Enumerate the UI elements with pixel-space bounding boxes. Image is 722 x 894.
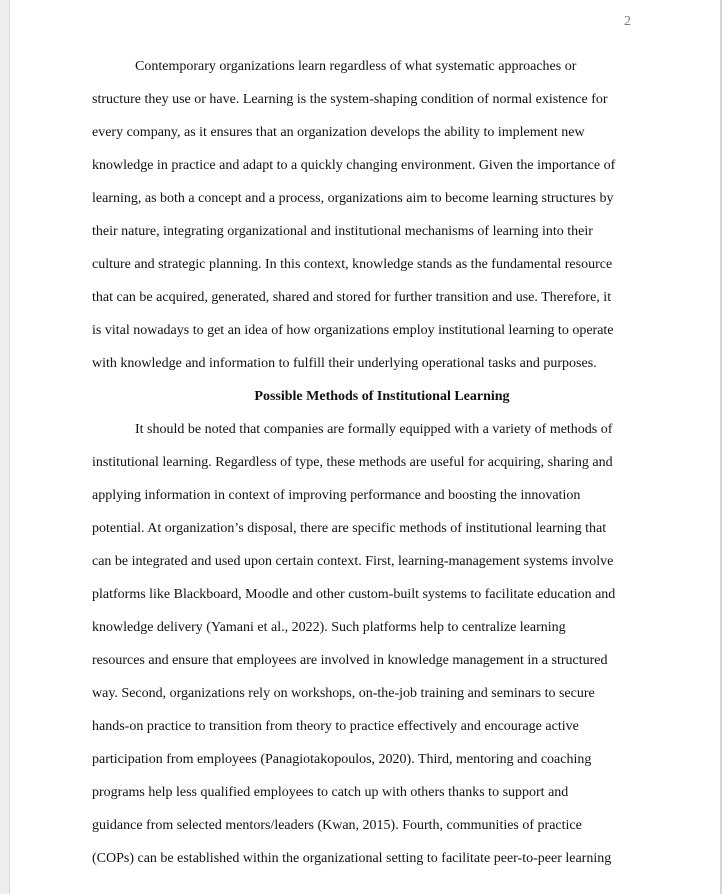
paragraph-line: hands-on practice to transition from theory to practice effectively and encourage active — [92, 719, 579, 734]
paragraph-line: with knowledge and information to fulfill their underlying operational tasks and purposes. — [92, 356, 597, 371]
paragraph-line: applying information in context of improving performance and boosting the innovation — [92, 488, 581, 503]
paragraph-line: knowledge delivery (Yamani et al., 2022). Such platforms help to centralize learning — [92, 620, 566, 635]
paragraph-line: can be integrated and used upon certain context. First, learning-management systems involve — [92, 554, 614, 569]
paragraph-line: learning, as both a concept and a process, organizations aim to become learning structures by — [92, 191, 614, 206]
paragraph-line: It should be noted that companies are formally equipped with a variety of methods of — [135, 422, 613, 437]
paragraph-line: institutional learning. Regardless of type, these methods are useful for acquiring, sharing and — [92, 455, 613, 470]
paragraph-line: guidance from selected mentors/leaders (Kwan, 2015). Fourth, communities of practice — [92, 818, 582, 833]
paragraph-line: way. Second, organizations rely on workshops, on-the-job training and seminars to secure — [92, 686, 595, 701]
paragraph-line: every company, as it ensures that an organization develops the ability to implement new — [92, 125, 585, 140]
paragraph-line: is vital nowadays to get an idea of how organizations employ institutional learning to operate — [92, 323, 614, 338]
paragraph-line: (COPs) can be established within the organizational setting to facilitate peer-to-peer learning — [92, 851, 612, 866]
paragraph-line: structure they use or have. Learning is the system-shaping condition of normal existence for — [92, 92, 608, 107]
paragraph-line: platforms like Blackboard, Moodle and other custom-built systems to facilitate education and — [92, 587, 616, 602]
section-heading: Possible Methods of Institutional Learning — [254, 389, 510, 404]
paragraph-line: programs help less qualified employees to catch up with others thanks to support and — [92, 785, 569, 800]
paragraph-line: Contemporary organizations learn regardless of what systematic approaches or — [135, 59, 577, 74]
paragraph-line: knowledge in practice and adapt to a quickly changing environment. Given the importance of — [92, 158, 616, 173]
paragraph-line: culture and strategic planning. In this context, knowledge stands as the fundamental resource — [92, 257, 613, 272]
page-number: 2 — [624, 14, 631, 29]
paragraph-line: potential. At organization’s disposal, there are specific methods of institutional learning that — [92, 521, 607, 536]
paragraph-line: participation from employees (Panagiotakopoulos, 2020). Third, mentoring and coaching — [92, 752, 592, 767]
paragraph-line: resources and ensure that employees are involved in knowledge management in a structured — [92, 653, 608, 668]
paragraph-line: that can be acquired, generated, shared and stored for further transition and use. Therefore, it — [92, 290, 612, 305]
paragraph-line: their nature, integrating organizational and institutional mechanisms of learning into their — [92, 224, 593, 239]
page-left-edge — [0, 0, 10, 894]
